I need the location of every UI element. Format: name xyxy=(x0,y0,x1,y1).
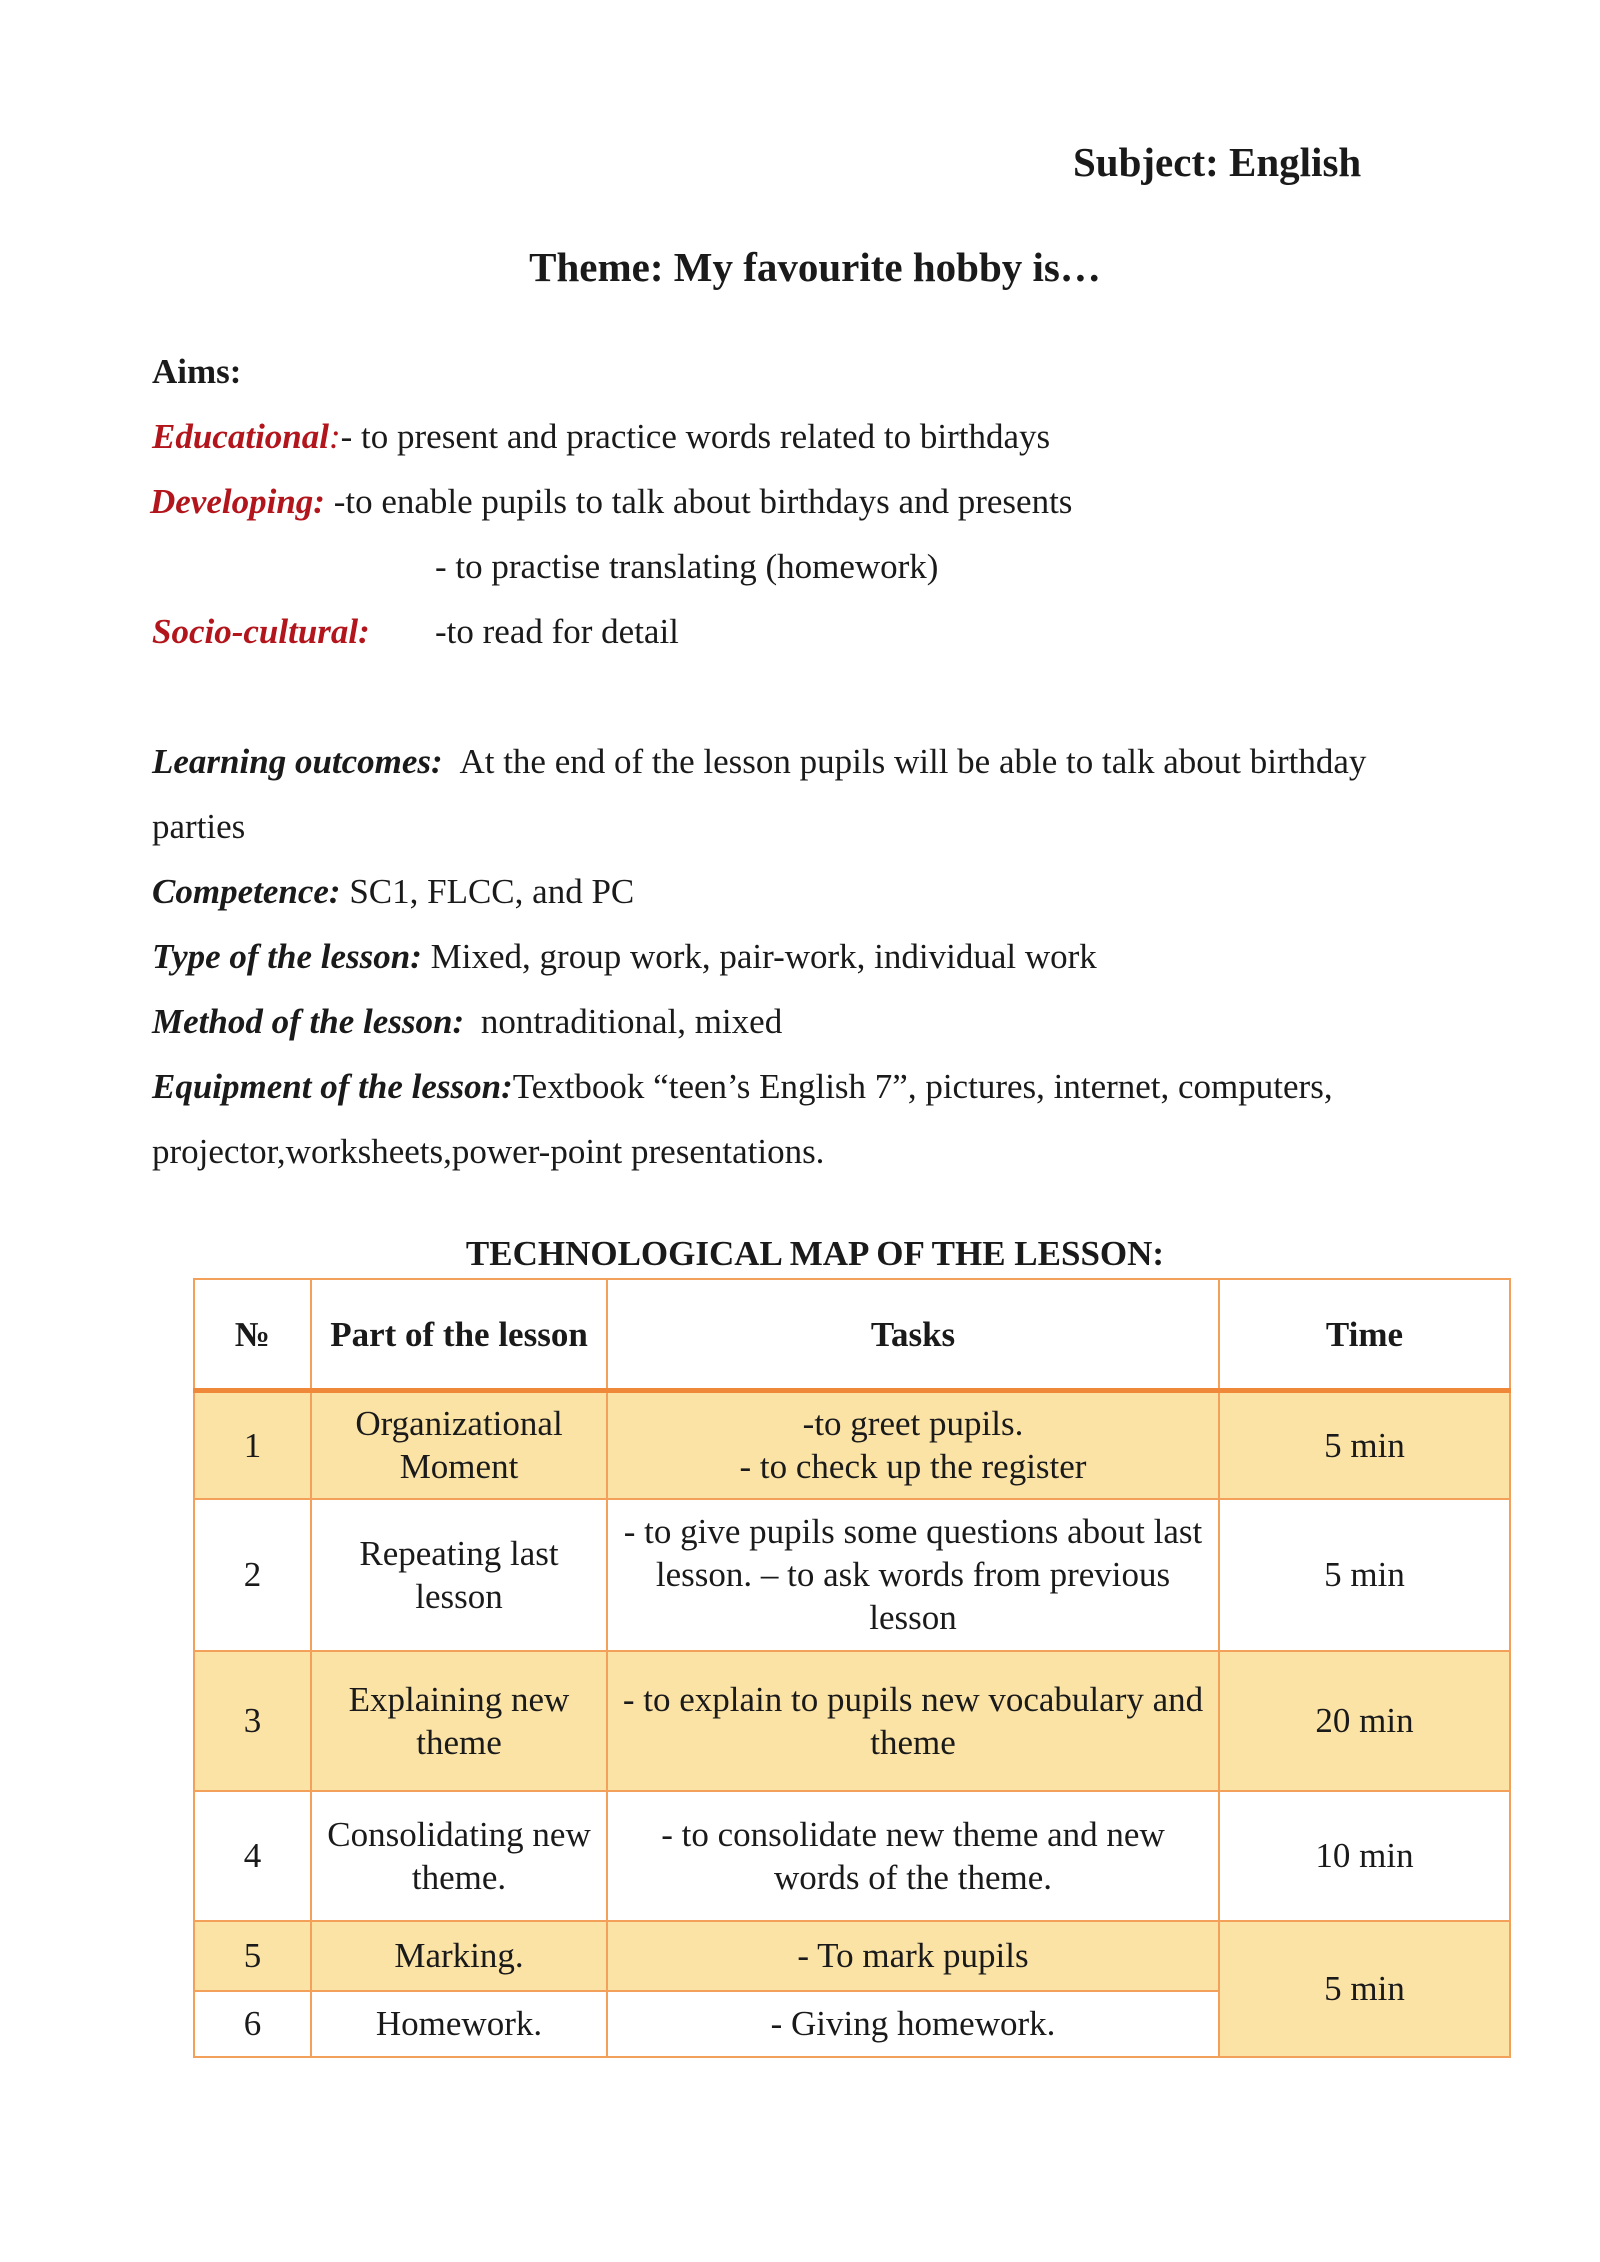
row-number: 5 xyxy=(194,1921,311,1991)
row-number: 1 xyxy=(194,1391,311,1499)
developing-label: Developing: xyxy=(150,482,325,521)
lesson-method xyxy=(152,1002,782,1042)
header-number: № xyxy=(194,1279,311,1391)
table-row xyxy=(194,1651,1510,1791)
table-row xyxy=(194,1391,1510,1499)
row-number: 6 xyxy=(194,1991,311,2057)
outcomes-label: Learning outcomes: xyxy=(152,742,443,781)
row-time: 5 min xyxy=(1219,1391,1510,1499)
row-tasks: - to explain to pupils new vocabulary and theme xyxy=(607,1651,1219,1791)
row-number: 3 xyxy=(194,1651,311,1791)
educational-text: - to present and practice words related to birthdays xyxy=(340,417,1051,456)
row-part: Explaining new theme xyxy=(311,1651,607,1791)
row-time: 5 min xyxy=(1219,1921,1510,2057)
aim-socio-cultural xyxy=(152,612,370,652)
row-part: Organizational Moment xyxy=(311,1391,607,1499)
row-part: Marking. xyxy=(311,1921,607,1991)
table-row xyxy=(194,1921,1510,1991)
educational-separator: : xyxy=(328,417,341,456)
lesson-equipment xyxy=(152,1067,1333,1107)
lesson-type xyxy=(152,937,1097,977)
type-label: Type of the lesson: xyxy=(152,937,422,976)
row-time: 10 min xyxy=(1219,1791,1510,1921)
theme-heading: Theme: My favourite hobby is… xyxy=(529,244,1101,290)
aim-educational xyxy=(152,417,1050,457)
subject-heading: Subject: English xyxy=(1073,139,1362,185)
row-tasks: - Giving homework. xyxy=(607,1991,1219,2057)
method-label: Method of the lesson: xyxy=(152,1002,465,1041)
row-tasks xyxy=(607,1391,1219,1499)
educational-label: Educational xyxy=(152,417,329,456)
type-text: Mixed, group work, pair-work, individual work xyxy=(430,937,1097,976)
equipment-label: Equipment of the lesson: xyxy=(152,1067,513,1106)
row-number: 4 xyxy=(194,1791,311,1921)
row-tasks: - To mark pupils xyxy=(607,1921,1219,1991)
equipment-text-2: projector,worksheets,power-point presentations. xyxy=(152,1132,825,1171)
equipment-text: Textbook “teen’s English 7”, pictures, internet, computers, xyxy=(512,1067,1333,1106)
table-title: TECHNOLOGICAL MAP OF THE LESSON: xyxy=(465,1234,1165,1273)
header-tasks: Tasks xyxy=(607,1279,1219,1391)
aims-heading: Aims: xyxy=(152,352,242,391)
aim-developing xyxy=(150,482,1072,522)
header-time: Time xyxy=(1219,1279,1510,1391)
table-row xyxy=(194,1791,1510,1921)
socio-text: -to read for detail xyxy=(435,612,679,651)
competence-label: Competence: xyxy=(152,872,341,911)
row-tasks: - to consolidate new theme and new words of the theme. xyxy=(607,1791,1219,1921)
row-part: Repeating last lesson xyxy=(311,1499,607,1651)
outcomes-text-2: parties xyxy=(152,807,246,846)
table-header-row xyxy=(194,1279,1510,1391)
competence-text: SC1, FLCC, and PC xyxy=(349,872,635,911)
method-text: nontraditional, mixed xyxy=(480,1002,783,1041)
developing-text-2: - to practise translating (homework) xyxy=(435,547,939,586)
row-time: 5 min xyxy=(1219,1499,1510,1651)
lesson-map-table xyxy=(193,1278,1511,2058)
row-time: 20 min xyxy=(1219,1651,1510,1791)
socio-label: Socio-cultural: xyxy=(152,612,370,651)
table-row xyxy=(194,1499,1510,1651)
row-task-line: - to check up the register xyxy=(739,1447,1087,1487)
learning-outcomes xyxy=(152,742,1366,782)
competence xyxy=(152,872,634,912)
row-part: Homework. xyxy=(311,1991,607,2057)
header-part: Part of the lesson xyxy=(311,1279,607,1391)
row-tasks: - to give pupils some questions about last lesson. – to ask words from previous lesson xyxy=(607,1499,1219,1651)
row-task-line: -to greet pupils. xyxy=(802,1404,1024,1444)
developing-text: -to enable pupils to talk about birthdays and presents xyxy=(333,482,1073,521)
row-part: Consolidating new theme. xyxy=(311,1791,607,1921)
outcomes-text: At the end of the lesson pupils will be able to talk about birthday xyxy=(459,742,1367,781)
row-number: 2 xyxy=(194,1499,311,1651)
